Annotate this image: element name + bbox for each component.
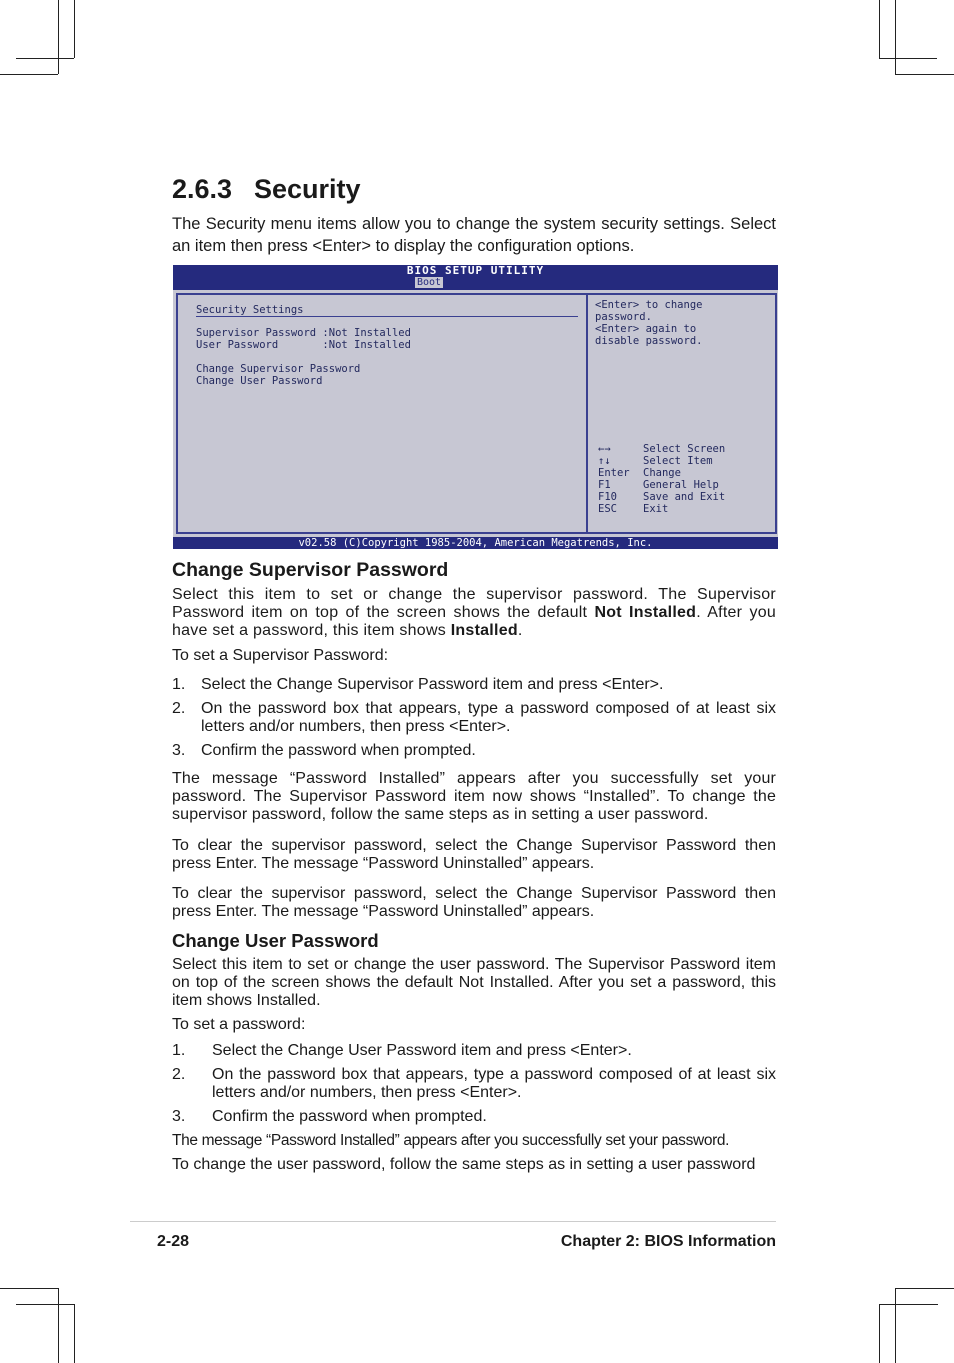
csp-paragraph-2: The message “Password Installed” appears after you successfully set your password. The Supervisor Password item now shows “Installed”. To change the supervisor password, follow the same steps as in setting a user password. — [172, 770, 776, 823]
heading-change-user-password: Change User Password — [172, 930, 379, 951]
crop-mark — [879, 1304, 938, 1305]
csp-paragraph-4: To clear the supervisor password, select the Change Supervisor Password then press Enter. The message “Password Uninstalled” appears. — [172, 885, 776, 920]
crop-mark — [879, 1304, 880, 1363]
bios-key-desc: General Help — [643, 479, 719, 491]
bios-key-desc: Save and Exit — [643, 491, 726, 503]
section-name: Security — [254, 174, 361, 204]
csp-step: 2. On the password box that appears, type a password composed of at least six letters and/or numbers, then press <Enter>. — [172, 700, 776, 735]
bios-help-line: password. — [595, 311, 652, 323]
crop-mark — [879, 0, 880, 58]
bios-divider — [196, 316, 578, 317]
chapter-title: Chapter 2: BIOS Information — [560, 1233, 776, 1250]
bios-key-arrows-ud: ↑↓ — [598, 455, 611, 467]
crop-mark — [895, 1288, 896, 1363]
cup-step: 2. On the password box that appears, type a password composed of at least six letters and/or numbers, then press <Enter>. — [172, 1066, 776, 1101]
crop-mark — [0, 74, 58, 75]
csp-paragraph-1: Select this item to set or change the supervisor password. The Supervisor Password item on top of the screen shows the default Not Installed. After you have set a password, this item shows Installed. — [172, 586, 776, 639]
crop-mark — [58, 0, 59, 74]
bios-key-arrows-lr: ←→ — [598, 443, 611, 455]
crop-mark — [58, 1288, 59, 1363]
bios-item-change-user-password[interactable]: Change User Password — [196, 375, 323, 387]
bios-key-desc: Exit — [643, 503, 669, 515]
csp-step: 1. Select the Change Supervisor Password item and press <Enter>. — [172, 676, 664, 693]
csp-lead: To set a Supervisor Password: — [172, 647, 389, 664]
csp-step: 3. Confirm the password when prompted. — [172, 742, 476, 759]
cup-paragraph-2: The message “Password Installed” appears after you successfully set your password. — [172, 1132, 730, 1149]
crop-mark — [0, 1288, 58, 1289]
footer-rule — [130, 1221, 776, 1222]
crop-mark — [895, 74, 954, 75]
bios-key-desc: Change — [643, 467, 681, 479]
bios-left-panel — [176, 293, 588, 534]
cup-step: 3. Confirm the password when prompted. — [172, 1108, 487, 1125]
bios-copyright: v02.58 (C)Copyright 1985-2004, American Megatrends, Inc. — [173, 537, 778, 549]
section-title — [172, 174, 361, 205]
bios-section-heading: Security Settings — [196, 304, 304, 316]
bios-help-panel — [586, 293, 777, 534]
bios-tab-boot[interactable]: Boot — [417, 277, 442, 288]
crop-mark — [16, 1304, 74, 1305]
section-number: 2.6.3 — [172, 174, 233, 204]
bios-key-desc: Select Screen — [643, 443, 726, 455]
bios-screenshot — [173, 265, 778, 549]
crop-mark — [74, 1304, 75, 1363]
bios-key-desc: Select Item — [643, 455, 713, 467]
bios-item-supervisor-password[interactable]: Supervisor Password :Not Installed — [196, 327, 411, 339]
bios-key-enter: Enter — [598, 467, 630, 479]
heading-change-supervisor-password: Change Supervisor Password — [172, 559, 449, 581]
cup-lead: To set a password: — [172, 1016, 306, 1033]
crop-mark — [895, 0, 896, 74]
bios-item-user-password[interactable]: User Password :Not Installed — [196, 339, 411, 351]
bios-help-line: disable password. — [595, 335, 703, 347]
cup-paragraph-3: To change the user password, follow the same steps as in setting a user password — [172, 1156, 756, 1173]
page-number: 2-28 — [157, 1233, 190, 1250]
crop-mark — [74, 0, 75, 58]
bios-key-f10: F10 — [598, 491, 617, 503]
bios-help-line: <Enter> again to — [595, 323, 697, 335]
cup-step: 1. Select the Change User Password item and press <Enter>. — [172, 1042, 632, 1059]
bios-key-f1: F1 — [598, 479, 611, 491]
cup-paragraph-1: Select this item to set or change the user password. The Supervisor Password item on top of the screen shows the default Not Installed. After you set a password, this item shows Installed. — [172, 956, 776, 1009]
bios-title: BIOS SETUP UTILITY — [406, 264, 545, 277]
intro-paragraph: The Security menu items allow you to change the system security settings. Select an item then press <Enter> to display the configuration options. — [172, 215, 776, 255]
csp-paragraph-3: To clear the supervisor password, select the Change Supervisor Password then press Enter. The message “Password Uninstalled” appears. — [172, 837, 776, 872]
bios-header — [173, 265, 778, 290]
crop-mark — [879, 58, 937, 59]
crop-mark — [16, 58, 74, 59]
crop-mark — [895, 1288, 954, 1289]
bios-help-line: <Enter> to change — [595, 299, 703, 311]
bios-item-change-supervisor-password[interactable]: Change Supervisor Password — [196, 363, 361, 375]
bios-key-esc: ESC — [598, 503, 617, 515]
